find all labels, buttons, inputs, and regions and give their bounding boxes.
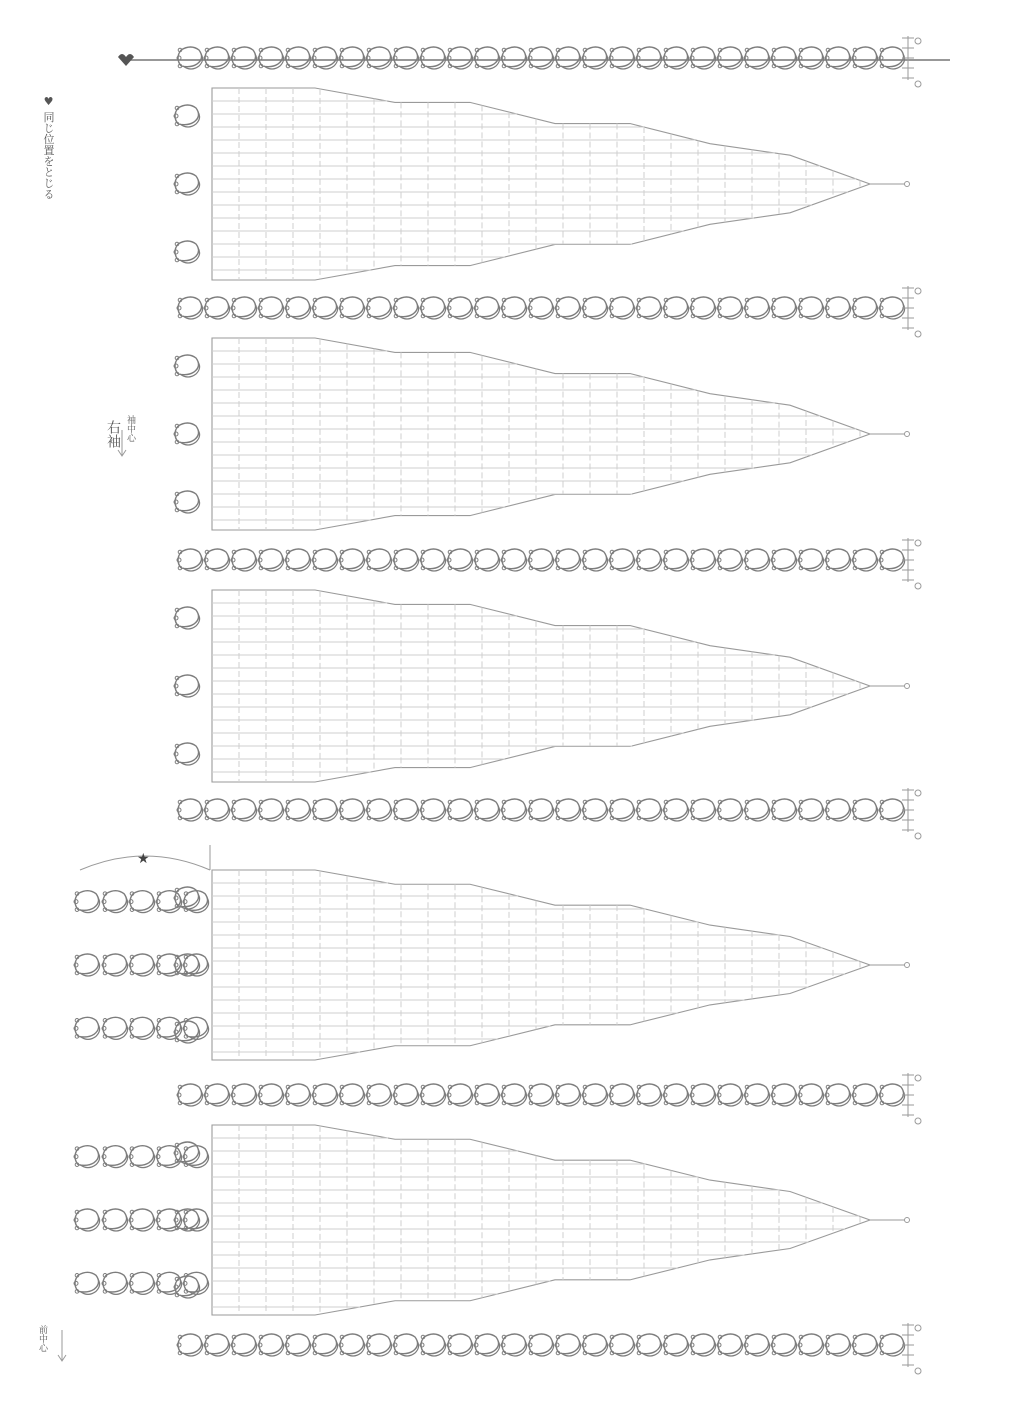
motif-icon (420, 47, 446, 69)
motif-icon (231, 799, 257, 821)
motif-icon (339, 549, 365, 571)
motif-icon (258, 1084, 284, 1106)
motif-icon (528, 297, 554, 319)
motif-icon (852, 1084, 878, 1106)
motif-icon (528, 1334, 554, 1356)
panel-tip-loop (905, 1218, 910, 1223)
motif-icon (366, 549, 392, 571)
motif-icon (177, 1084, 203, 1106)
motif-icon (744, 1334, 770, 1356)
fan-motif-icon (174, 491, 200, 513)
motif-icon (717, 549, 743, 571)
motif-icon (285, 549, 311, 571)
motif-icon (582, 1334, 608, 1356)
fan-motif-icon (129, 891, 155, 913)
motif-icon (555, 549, 581, 571)
motif-icon (582, 799, 608, 821)
motif-icon (204, 297, 230, 319)
star-icon: ★ (137, 851, 150, 867)
fan-motif-icon (129, 1017, 155, 1039)
motif-icon (609, 799, 635, 821)
motif-icon (663, 47, 689, 69)
fan-motif-icon (156, 1146, 182, 1168)
motif-icon (663, 297, 689, 319)
band-end-loop (915, 1075, 921, 1081)
motif-icon (474, 799, 500, 821)
motif-icon (690, 549, 716, 571)
motif-icon (555, 799, 581, 821)
motif-icon (825, 1334, 851, 1356)
motif-icon (798, 1334, 824, 1356)
motif-icon (798, 297, 824, 319)
motif-icon (501, 1084, 527, 1106)
motif-icon (744, 47, 770, 69)
motif-icon (204, 1084, 230, 1106)
fan-motif-icon (74, 1272, 100, 1294)
motif-icon (420, 1084, 446, 1106)
motif-icon (366, 1334, 392, 1356)
motif-icon (393, 799, 419, 821)
band-end-loop (915, 1368, 921, 1374)
motif-icon (258, 297, 284, 319)
motif-icon (636, 47, 662, 69)
motif-icon (447, 1334, 473, 1356)
band-end-loop (915, 331, 921, 337)
motif-icon (825, 549, 851, 571)
motif-icon (339, 1334, 365, 1356)
motif-icon (285, 47, 311, 69)
motif-icon (879, 1334, 905, 1356)
fan-motif-icon (129, 1209, 155, 1231)
motif-icon (177, 799, 203, 821)
motif-icon (366, 1084, 392, 1106)
band-end-loop (915, 1118, 921, 1124)
motif-icon (879, 549, 905, 571)
motif-icon (717, 47, 743, 69)
motif-icon (204, 47, 230, 69)
motif-icon (717, 297, 743, 319)
motif-icon (285, 297, 311, 319)
motif-icon (852, 47, 878, 69)
motif-icon (447, 799, 473, 821)
band-end-loop (915, 790, 921, 796)
band-end-loop (915, 38, 921, 44)
motif-icon (339, 799, 365, 821)
motif-icon (393, 549, 419, 571)
fan-motif-icon (102, 1272, 128, 1294)
motif-icon (717, 1334, 743, 1356)
motif-icon (528, 799, 554, 821)
motif-icon (852, 799, 878, 821)
motif-icon (258, 47, 284, 69)
motif-icon (663, 1084, 689, 1106)
fan-motif-icon (156, 1017, 182, 1039)
motif-icon (825, 799, 851, 821)
motif-icon (636, 1084, 662, 1106)
panel-outline (212, 1125, 870, 1315)
motif-icon (744, 799, 770, 821)
fan-motif-icon (74, 1146, 100, 1168)
motif-icon (744, 297, 770, 319)
motif-icon (393, 297, 419, 319)
legend (40, 95, 56, 200)
motif-icon (285, 799, 311, 821)
motif-icon (879, 1084, 905, 1106)
section-title: 右袖 (105, 420, 121, 448)
motif-icon (852, 297, 878, 319)
motif-icon (825, 1084, 851, 1106)
motif-icon (717, 799, 743, 821)
motif-icon (474, 297, 500, 319)
motif-icon (636, 1334, 662, 1356)
motif-icon (501, 1334, 527, 1356)
motif-icon (798, 549, 824, 571)
fan-motif-icon (174, 105, 200, 127)
motif-icon (312, 799, 338, 821)
motif-icon (501, 549, 527, 571)
motif-icon (447, 549, 473, 571)
motif-icon (879, 297, 905, 319)
fan-motif-icon (174, 607, 200, 629)
motif-icon (474, 47, 500, 69)
motif-icon (582, 549, 608, 571)
motif-icon (366, 47, 392, 69)
motif-icon (366, 799, 392, 821)
motif-icon (879, 799, 905, 821)
motif-icon (852, 1334, 878, 1356)
motif-icon (177, 549, 203, 571)
motif-icon (609, 47, 635, 69)
motif-icon (744, 549, 770, 571)
motif-icon (231, 1084, 257, 1106)
panel-tip-loop (905, 963, 910, 968)
fan-motif-icon (74, 954, 100, 976)
fan-motif-icon (74, 1017, 100, 1039)
motif-icon (528, 1084, 554, 1106)
motif-icon (798, 47, 824, 69)
motif-icon (231, 297, 257, 319)
motif-icon (636, 799, 662, 821)
motif-icon (771, 1334, 797, 1356)
panel-outline (212, 590, 870, 782)
motif-icon (555, 1084, 581, 1106)
fan-motif-icon (174, 241, 200, 263)
fan-motif-icon (129, 1272, 155, 1294)
motif-icon (771, 1084, 797, 1106)
motif-icon (474, 1084, 500, 1106)
band-end-loop (915, 1325, 921, 1331)
motif-icon (339, 47, 365, 69)
band-end-loop (915, 540, 921, 546)
motif-icon (609, 1084, 635, 1106)
band-end-loop (915, 81, 921, 87)
motif-icon (285, 1334, 311, 1356)
motif-icon (501, 799, 527, 821)
motif-icon (609, 1334, 635, 1356)
motif-icon (393, 1334, 419, 1356)
motif-icon (771, 549, 797, 571)
motif-icon (690, 1084, 716, 1106)
motif-icon (312, 1084, 338, 1106)
motif-icon (204, 1334, 230, 1356)
motif-icon (177, 297, 203, 319)
fan-motif-icon (174, 675, 200, 697)
motif-icon (663, 549, 689, 571)
fan-motif-icon (129, 954, 155, 976)
panel-tip-loop (905, 182, 910, 187)
motif-icon (879, 47, 905, 69)
motif-icon (312, 297, 338, 319)
motif-icon (393, 1084, 419, 1106)
panel-tip-loop (905, 432, 910, 437)
motif-icon (825, 47, 851, 69)
motif-icon (258, 549, 284, 571)
motif-icon (825, 297, 851, 319)
motif-icon (447, 297, 473, 319)
motif-icon (636, 549, 662, 571)
motif-icon (312, 549, 338, 571)
motif-icon (852, 549, 878, 571)
heart-icon: ♥ (42, 95, 55, 108)
band-end-loop (915, 288, 921, 294)
panel-outline (212, 338, 870, 530)
fan-motif-icon (102, 1209, 128, 1231)
panel-outline (212, 88, 870, 280)
motif-icon (771, 297, 797, 319)
fan-motif-icon (174, 743, 200, 765)
motif-icon (609, 297, 635, 319)
bottom-subtitle: 前中心 (37, 1325, 47, 1352)
motif-icon (771, 47, 797, 69)
fan-motif-icon (156, 891, 182, 913)
motif-icon (420, 1334, 446, 1356)
band-end-loop (915, 583, 921, 589)
motif-icon (231, 47, 257, 69)
fan-motif-icon (74, 1209, 100, 1231)
motif-icon (690, 47, 716, 69)
motif-icon (177, 1334, 203, 1356)
panel-outline (212, 870, 870, 1060)
fan-motif-icon (74, 891, 100, 913)
motif-icon (312, 1334, 338, 1356)
motif-icon (501, 47, 527, 69)
motif-icon (555, 47, 581, 69)
motif-icon (798, 1084, 824, 1106)
fan-motif-icon (129, 1146, 155, 1168)
motif-icon (582, 297, 608, 319)
motif-icon (717, 1084, 743, 1106)
band-end-loop (915, 833, 921, 839)
panel-tip-loop (905, 684, 910, 689)
motif-icon (231, 549, 257, 571)
motif-icon (393, 47, 419, 69)
motif-icon (501, 297, 527, 319)
motif-icon (447, 47, 473, 69)
fan-motif-icon (174, 173, 200, 195)
legend-text: 同じ位置をとじる (42, 111, 55, 200)
motif-icon (312, 47, 338, 69)
motif-icon (528, 549, 554, 571)
motif-icon (690, 1334, 716, 1356)
fan-motif-icon (174, 355, 200, 377)
motif-icon (339, 297, 365, 319)
motif-icon (204, 549, 230, 571)
section-subtitle: 袖中心 (125, 415, 135, 442)
motif-icon (231, 1334, 257, 1356)
motif-icon (690, 799, 716, 821)
motif-icon (420, 799, 446, 821)
motif-icon (285, 1084, 311, 1106)
fan-motif-icon (102, 891, 128, 913)
motif-icon (528, 47, 554, 69)
motif-icon (258, 799, 284, 821)
motif-icon (177, 47, 203, 69)
fan-motif-icon (102, 1017, 128, 1039)
motif-icon (582, 47, 608, 69)
motif-icon (420, 549, 446, 571)
motif-icon (339, 1084, 365, 1106)
fan-motif-icon (102, 954, 128, 976)
motif-icon (798, 799, 824, 821)
motif-icon (690, 297, 716, 319)
motif-icon (636, 297, 662, 319)
motif-icon (204, 799, 230, 821)
motif-icon (420, 297, 446, 319)
motif-icon (555, 297, 581, 319)
motif-icon (366, 297, 392, 319)
motif-icon (258, 1334, 284, 1356)
motif-icon (555, 1334, 581, 1356)
motif-icon (447, 1084, 473, 1106)
motif-icon (663, 1334, 689, 1356)
motif-icon (474, 549, 500, 571)
motif-icon (744, 1084, 770, 1106)
motif-icon (663, 799, 689, 821)
motif-icon (474, 1334, 500, 1356)
fan-motif-icon (102, 1146, 128, 1168)
motif-icon (609, 549, 635, 571)
motif-icon (582, 1084, 608, 1106)
fan-motif-icon (174, 423, 200, 445)
motif-icon (771, 799, 797, 821)
fan-motif-icon (156, 1272, 182, 1294)
